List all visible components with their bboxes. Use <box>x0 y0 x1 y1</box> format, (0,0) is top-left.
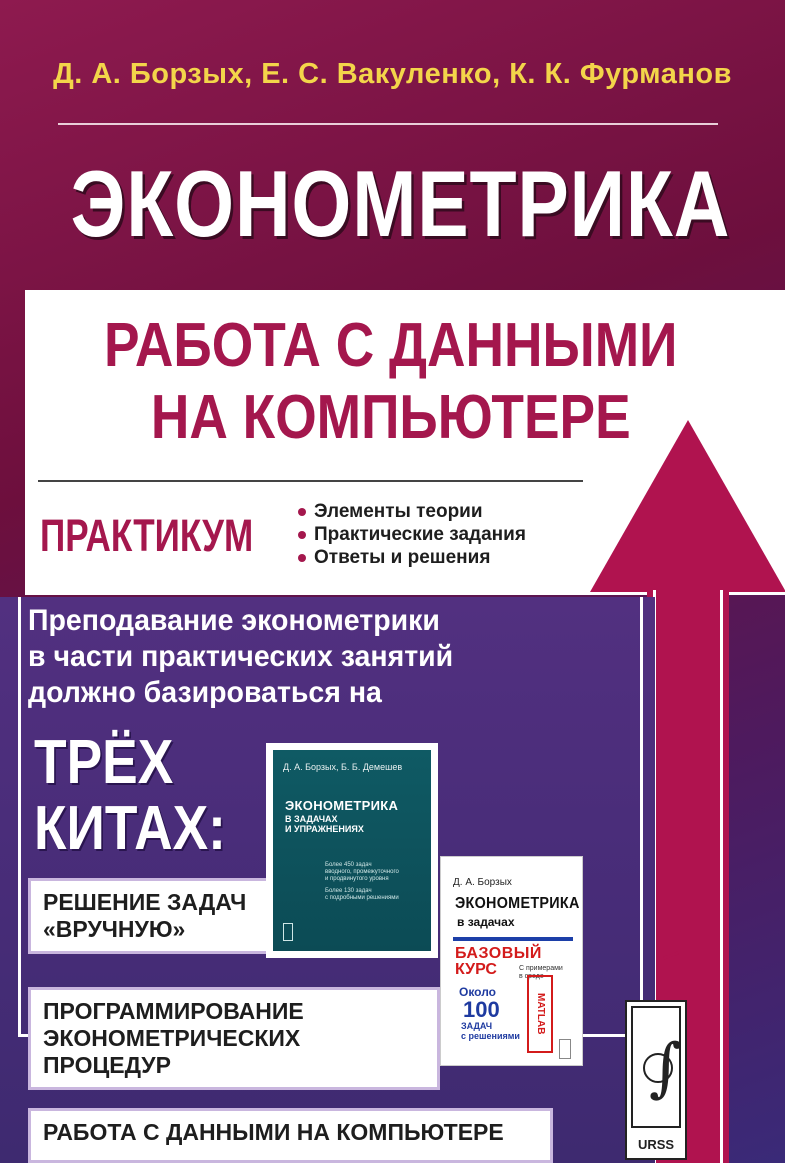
three-whales-heading <box>34 730 226 862</box>
pillar-manual-line-2: «ВРУЧНУЮ» <box>43 916 186 942</box>
book1-authors: Д. А. Борзых, Б. Б. Демешев <box>283 762 403 772</box>
teaching-line-2: в части практических занятий <box>28 640 454 673</box>
teaching-line-1: Преподавание эконометрики <box>28 604 440 637</box>
authors: Д. А. Борзых, Е. С. Вакуленко, К. К. Фурманов <box>53 58 732 90</box>
book1-subtitle-line-2: И УПРАЖНЕНИЯХ <box>285 824 364 834</box>
pillar-programming-line-2: ЭКОНОМЕТРИЧЕСКИХ ПРОЦЕДУР <box>43 1025 301 1078</box>
book1-title: ЭКОНОМЕТРИКА <box>285 798 399 813</box>
subtitle-line-1: РАБОТА С ДАННЫМИ <box>104 311 678 380</box>
book2-matlab-badge: MATLAB <box>527 975 553 1053</box>
publisher-name: URSS <box>637 1137 675 1152</box>
book1-note-1 <box>325 862 399 883</box>
book1-note-2-line-1: Более 130 задач <box>325 888 372 894</box>
bullet-answers: Ответы и решения <box>296 546 526 569</box>
up-arrow-head <box>590 420 785 592</box>
book2-with-examples-line-2: в среде <box>519 973 544 980</box>
book2-kurs: КУРС <box>455 961 497 978</box>
book-title: ЭКОНОМЕТРИКА <box>70 151 731 256</box>
book2-tasks-line-2: с решениями <box>461 1031 520 1041</box>
pillar-computer <box>28 1108 553 1163</box>
integral-icon: ∫ <box>649 1031 683 1105</box>
pillar-manual-line-1: РЕШЕНИЕ ЗАДАЧ <box>43 889 247 915</box>
book2-publisher-logo-icon <box>559 1039 571 1059</box>
book2-band <box>453 937 573 941</box>
publisher-emblem-frame <box>631 1006 681 1128</box>
praktikum-label: ПРАКТИКУМ <box>40 510 254 561</box>
book1-publisher-logo-icon <box>283 923 293 941</box>
book2-count: 100 <box>463 997 500 1022</box>
book2-subtitle: в задачах <box>457 915 515 929</box>
pillar-programming-line-1: ПРОГРАММИРОВАНИЕ <box>43 998 304 1024</box>
book1-note-1-line-3: и продвинутого уровня <box>325 876 389 882</box>
middle-divider <box>38 480 583 482</box>
book2-title: ЭКОНОМЕТРИКА <box>455 895 580 912</box>
book1-note-1-line-1: Более 450 задач <box>325 862 372 868</box>
book2-tasks <box>461 1021 520 1041</box>
book2-authors: Д. А. Борзых <box>453 877 512 888</box>
book1-note-2 <box>325 888 399 902</box>
book-thumbnail-exercises <box>266 743 438 958</box>
bullet-tasks: Практические задания <box>296 523 526 546</box>
pillar-computer-text: РАБОТА С ДАННЫМИ НА КОМПЬЮТЕРЕ <box>43 1119 504 1145</box>
book1-subtitle-line-1: В ЗАДАЧАХ <box>285 814 338 824</box>
book2-base: БАЗОВЫЙ <box>455 945 542 962</box>
book-thumbnail-basic <box>440 856 583 1066</box>
pillar-programming <box>28 987 440 1090</box>
whales-line-2: КИТАХ: <box>34 794 226 863</box>
publisher-logo <box>625 1000 687 1160</box>
top-divider <box>58 123 718 125</box>
book1-note-1-line-2: вводного, промежуточного <box>325 869 399 875</box>
book2-okolo: Около <box>459 985 497 999</box>
book1-subtitle <box>285 814 364 834</box>
teaching-statement <box>28 603 453 711</box>
whales-line-1: ТРЁХ <box>34 728 174 797</box>
subtitle-line-2: НА КОМПЬЮТЕРЕ <box>150 383 631 452</box>
bullet-theory: Элементы теории <box>296 500 526 523</box>
book2-with-examples-line-1: С примерами <box>519 965 563 972</box>
praktikum-bullets <box>296 500 526 569</box>
book1-cover <box>273 750 431 951</box>
teaching-line-3: должно базироваться на <box>28 676 382 709</box>
book2-tasks-line-1: ЗАДАЧ <box>461 1021 493 1031</box>
pillar-manual <box>28 878 286 954</box>
book1-note-2-line-2: с подробными решениями <box>325 895 399 901</box>
